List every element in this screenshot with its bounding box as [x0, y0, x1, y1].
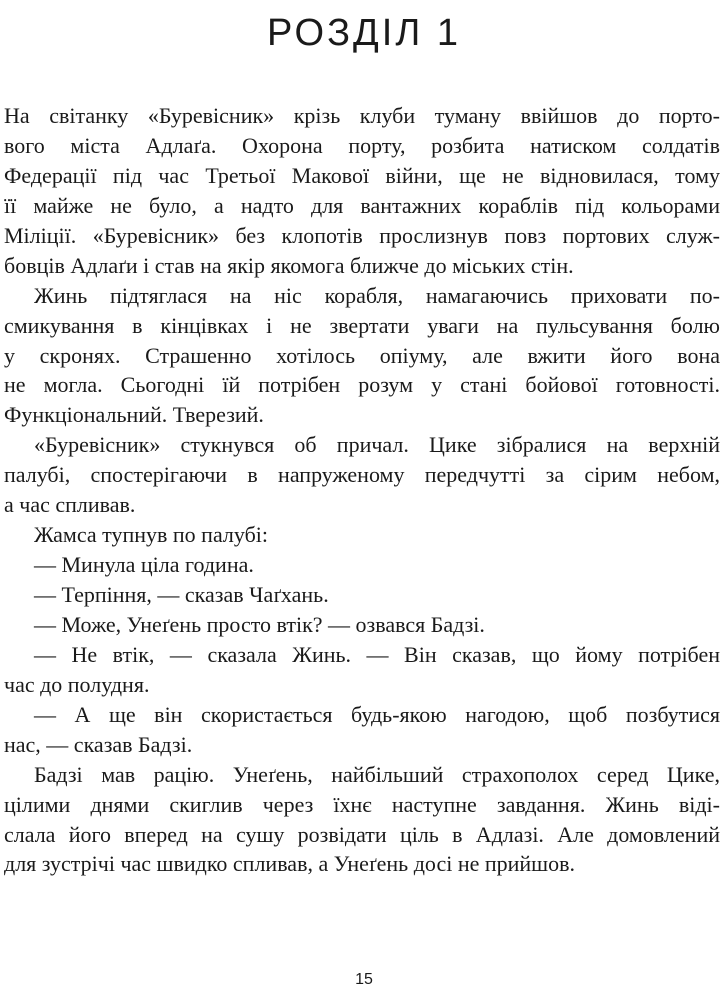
chapter-title: РОЗДІЛ 1	[267, 12, 461, 54]
text-line: бовців Адлаґи і став на якір якомога ближче до міських стін.	[4, 252, 574, 278]
text-line: для зустрічі час швидко спливав, а Унеґень досі не прийшов.	[4, 851, 576, 877]
text-line: у скронях. Страшенно хотілось опіуму, але вжити його вона	[4, 342, 720, 368]
text-line: а час спливав.	[4, 492, 136, 518]
text-line: нас, — сказав Бадзі.	[4, 731, 193, 757]
text-line: Міліції. «Буревісник» без клопотів прослизнув повз портових служ-	[4, 222, 720, 248]
text-line: вого міста Адлаґа. Охорона порту, розбита натиском солдатів	[4, 132, 720, 158]
text-line: Федерації під час Третьої Макової війни, ще не відновилася, тому	[4, 162, 720, 188]
text-line: палубі, спостерігаючи в напруженому передчутті за сірим небом,	[4, 462, 720, 488]
text-line: Жамса тупнув по палубі:	[34, 522, 269, 548]
text-line: «Буревісник» стукнувся об причал. Цике зібралися на верхній	[34, 432, 720, 458]
text-line: — А ще він скористається будь-якою нагодою, щоб позбутися	[34, 701, 720, 727]
text-line: час до полудня.	[4, 671, 150, 697]
text-line: смикування в кінцівках і не звертати уваги на пульсування болю	[4, 312, 720, 338]
text-line: — Терпіння, — сказав Чаґхань.	[34, 582, 329, 607]
page-number: 15	[355, 971, 373, 988]
text-line: — Минула ціла година.	[34, 552, 254, 578]
text-line: Функціональний. Тверезий.	[4, 402, 264, 428]
text-line: — Може, Унеґень просто втік? — озвався Бадзі.	[34, 611, 485, 637]
body-text	[4, 101, 720, 879]
text-line: Жинь підтяглася на ніс корабля, намагаючись приховати по-	[34, 282, 720, 308]
text-line: — Не втік, — сказала Жинь. — Він сказав, що йому потрібен	[34, 641, 720, 667]
text-line: її майже не було, а надто для вантажних кораблів під кольорами	[4, 192, 720, 218]
text-line: На світанку «Буревісник» крізь клуби туману ввійшов до порто-	[4, 103, 720, 128]
text-line: слала його вперед на сушу розвідати ціль в Адлазі. Але домовлений	[4, 821, 720, 847]
text-line: Бадзі мав рацію. Унеґень, найбільший страхополох серед Цике,	[34, 761, 720, 787]
text-line: не могла. Сьогодні їй потрібен розум у стані бойової готовності.	[4, 372, 720, 398]
text-line: цілими днями скиглив через їхнє наступне завдання. Жинь віді-	[4, 791, 720, 817]
